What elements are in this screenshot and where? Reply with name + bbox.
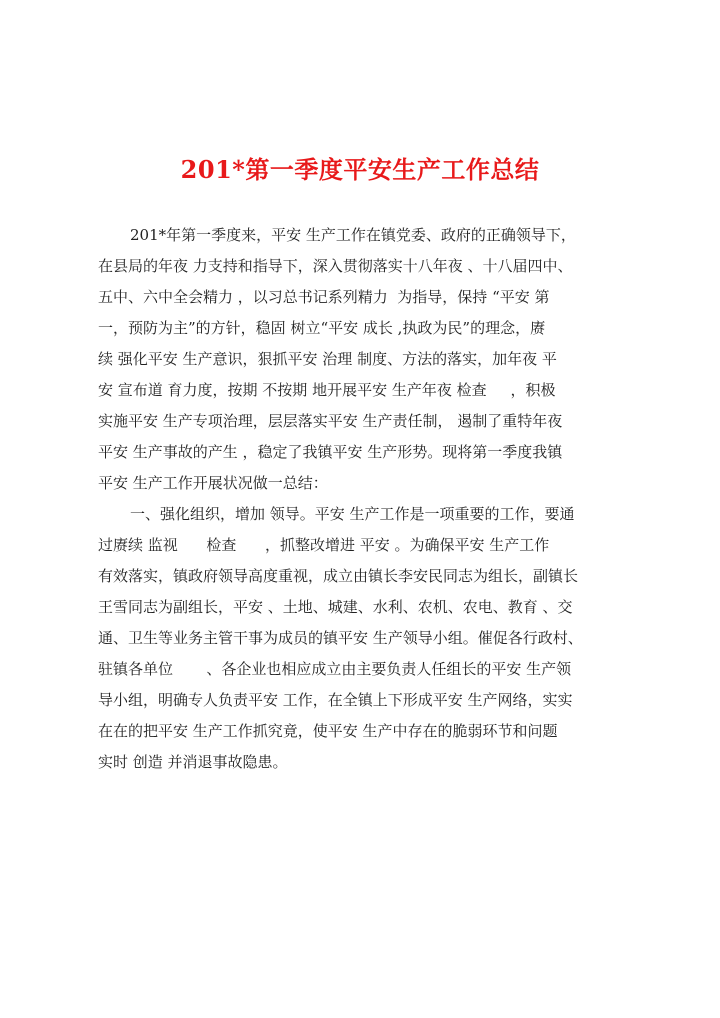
body-line: 实时 创造 并消退事故隐患。 (98, 753, 288, 771)
body-line: 五中、六中全会精力 ，以习总书记系列精力 为指导，保持 “平安 第 (98, 288, 550, 306)
body-line: 安 宣布道 育力度，按期 不按期 地开展平安 生产年夜 检查 ，积极 (98, 381, 556, 399)
body-line: 过赓续 监视 检查 ，抓整改增进 平安 。为确保平安 生产工作 (98, 536, 550, 554)
body-line: 平安 生产事故的产生 ，稳定了我镇平安 生产形势。现将第一季度我镇 (98, 443, 563, 461)
body-line: 王雪同志为副组长，平安 、土地、城建、水利、农机、农电、教育 、交 (98, 598, 573, 616)
body-line: 在县局的年夜 力支持和指导下，深入贯彻落实十八年夜 、十八届四中、 (98, 257, 573, 275)
body-line: 平安 生产工作开展状况做一总结： (98, 474, 328, 492)
body-line: 有效落实，镇政府领导高度重视，成立由镇长李安民同志为组长，副镇长 (98, 567, 579, 585)
body-line: 驻镇各单位 、各企业也相应成立由主要负责人任组长的平安 生产领 (98, 660, 572, 678)
document-title: 201*第一季度平安生产工作总结 (180, 155, 540, 184)
body-line: 一、强化组织，增加 领导。平安 生产工作是一项重要的工作，要通 (130, 505, 575, 523)
body-line: 通、卫生等业务主管干事为成员的镇平安 生产领导小组。催促各行政村、 (98, 629, 583, 647)
body-line: 续 强化平安 生产意识，狠抓平安 治理 制度、方法的落实，加年夜 平 (98, 350, 557, 368)
body-line: 一，预防为主”的方针，稳固 树立“平安 成长 ,执政为民”的理念，赓 (98, 319, 546, 337)
body-line: 实施平安 生产专项治理，层层落实平安 生产责任制， 遏制了重特年夜 (98, 412, 563, 430)
body-line: 导小组，明确专人负责平安 工作，在全镇上下形成平安 生产网络，实实 (98, 691, 573, 709)
document-body (98, 220, 638, 778)
body-line: 在在的把平安 生产工作抓究竟，使平安 生产中存在的脆弱环节和问题 (98, 722, 558, 740)
body-line: 201*年第一季度来，平安 生产工作在镇党委、政府的正确领导下， (130, 226, 576, 244)
